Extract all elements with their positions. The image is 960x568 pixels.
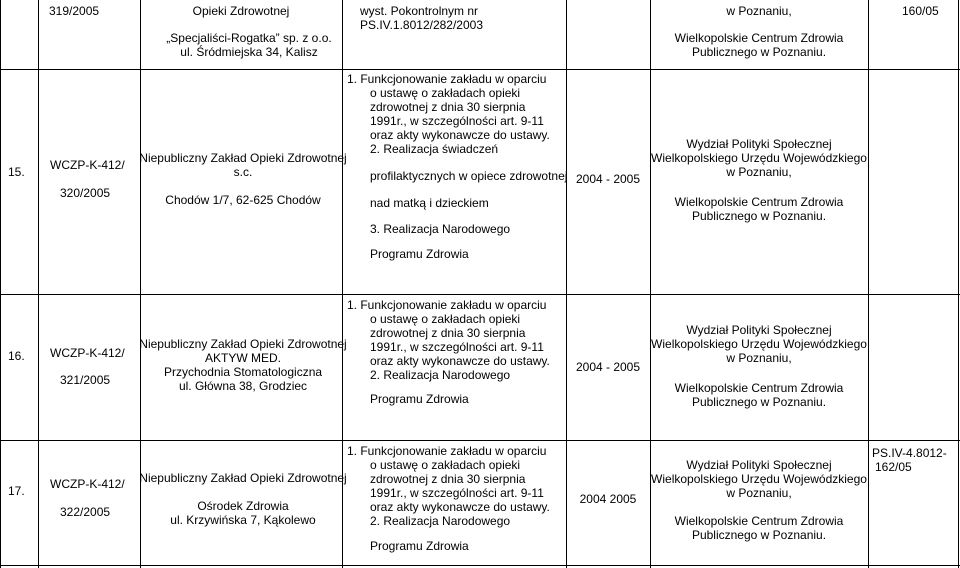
- authority-line: Publicznego w Poznaniu.: [691, 395, 827, 409]
- register-number: 320/2005: [60, 186, 111, 200]
- period: 2004 - 2005: [575, 172, 641, 186]
- scope-line: 1991r., w szczególności art. 9-11: [370, 114, 544, 128]
- grid-line: [0, 294, 960, 295]
- grid-line: [0, 69, 960, 70]
- authority-line: Wydział Polityki Społecznej: [686, 458, 832, 472]
- entity-line: Chodów 1/7, 62-625 Chodów: [165, 193, 321, 207]
- scope-line: 1. Funkcjonowanie zakładu w oparciu: [347, 298, 547, 312]
- scope-line: profilaktycznych w opiece zdrowotnej: [370, 169, 568, 183]
- authority-line: Publicznego w Poznaniu.: [691, 45, 827, 59]
- scope-line: zdrowotnej z dnia 30 sierpnia: [370, 100, 526, 114]
- scope-line: 2. Realizacja Narodowego: [370, 514, 511, 528]
- authority-line: Wielkopolskiego Urzędu Wojewódzkiego: [651, 337, 867, 351]
- period: 2004 - 2005: [575, 360, 641, 374]
- authority-line: w Poznaniu,: [726, 165, 792, 179]
- authority-line: Wydział Polityki Społecznej: [686, 137, 832, 151]
- register-number: WCZP-K-412/: [50, 477, 125, 491]
- scope-line: o ustawę o zakładach opieki: [370, 458, 521, 472]
- reference-number: PS.IV-4.8012-: [872, 446, 947, 460]
- entity-line: s.c.: [233, 165, 253, 179]
- scope-line: 2. Realizacja Narodowego: [370, 368, 511, 382]
- register-number: WCZP-K-412/: [50, 346, 125, 360]
- entity-line: Niepubliczny Zakład Opieki Zdrowotnej: [139, 337, 347, 351]
- scope-line: o ustawę o zakładach opieki: [370, 312, 521, 326]
- register-number: 322/2005: [60, 505, 111, 519]
- grid-line: [958, 0, 959, 568]
- doc-number: 319/2005: [49, 4, 100, 18]
- scope-line: o ustawę o zakładach opieki: [370, 86, 521, 100]
- authority-line: w Poznaniu,: [726, 4, 792, 18]
- authority-line: Wielkopolskie Centrum Zdrowia: [674, 195, 844, 209]
- authority-line: Wielkopolskie Centrum Zdrowia: [674, 381, 844, 395]
- authority-line: w Poznaniu,: [726, 351, 792, 365]
- scope-line: 2. Realizacja świadczeń: [370, 142, 499, 156]
- entity-line: Opieki Zdrowotnej: [192, 4, 290, 18]
- authority-line: Wielkopolskiego Urzędu Wojewódzkiego: [651, 472, 867, 486]
- scope-line: 3. Realizacja Narodowego: [370, 222, 511, 236]
- period: 2004 2005: [579, 492, 637, 506]
- scope-line: Programu Zdrowia: [370, 247, 469, 261]
- grid-line: [38, 0, 39, 568]
- authority-line: w Poznaniu,: [726, 486, 792, 500]
- scope-line: 1991r., w szczególności art. 9-11: [370, 486, 544, 500]
- scope-line: oraz akty wykonawcze do ustawy.: [370, 354, 550, 368]
- scope-line: PS.IV.1.8012/282/2003: [360, 18, 483, 32]
- scope-line: oraz akty wykonawcze do ustawy.: [370, 500, 550, 514]
- row-number: 15.: [8, 165, 25, 179]
- reference-number: 162/05: [875, 460, 912, 474]
- authority-line: Wielkopolskie Centrum Zdrowia: [674, 31, 844, 45]
- reference-number: 160/05: [902, 4, 939, 18]
- scope-line: Programu Zdrowia: [370, 539, 469, 553]
- authority-line: Wielkopolskie Centrum Zdrowia: [674, 514, 844, 528]
- scope-line: 1. Funkcjonowanie zakładu w oparciu: [347, 444, 547, 458]
- authority-line: Publicznego w Poznaniu.: [691, 528, 827, 542]
- register-number: WCZP-K-412/: [50, 158, 125, 172]
- scope-line: 1. Funkcjonowanie zakładu w oparciu: [347, 72, 547, 86]
- scope-line: wyst. Pokontrolnym nr: [360, 4, 479, 18]
- entity-line: ul. Śródmiejska 34, Kalisz: [180, 45, 318, 59]
- grid-line: [0, 440, 960, 441]
- grid-line: [868, 0, 869, 568]
- entity-line: Przychodnia Stomatologiczna: [163, 365, 323, 379]
- entity-line: Ośrodek Zdrowia: [197, 499, 289, 513]
- register-number: 321/2005: [60, 373, 111, 387]
- entity-line: Niepubliczny Zakład Opieki Zdrowotnej: [139, 151, 347, 165]
- row-number: 17.: [8, 484, 25, 498]
- grid-line: [0, 0, 1, 568]
- authority-line: Wydział Polityki Społecznej: [686, 323, 832, 337]
- row-number: 16.: [8, 349, 25, 363]
- scope-line: nad matką i dzieckiem: [370, 196, 489, 210]
- entity-line: AKTYW MED.: [204, 351, 282, 365]
- authority-line: Publicznego w Poznaniu.: [691, 209, 827, 223]
- scope-line: Programu Zdrowia: [370, 392, 469, 406]
- authority-line: Wielkopolskiego Urzędu Wojewódzkiego: [651, 151, 867, 165]
- entity-line: ul. Krzywińska 7, Kąkolewo: [170, 513, 316, 527]
- entity-line: Niepubliczny Zakład Opieki Zdrowotnej: [139, 471, 347, 485]
- scope-line: oraz akty wykonawcze do ustawy.: [370, 128, 550, 142]
- grid-line: [566, 0, 567, 568]
- grid-line: [0, 565, 960, 566]
- entity-line: ul. Główna 38, Grodziec: [178, 379, 308, 393]
- scope-line: zdrowotnej z dnia 30 sierpnia: [370, 472, 526, 486]
- entity-line: „Specjaliści-Rogatka” sp. z o.o.: [166, 31, 332, 45]
- scope-line: 1991r., w szczególności art. 9-11: [370, 340, 544, 354]
- scope-line: zdrowotnej z dnia 30 sierpnia: [370, 326, 526, 340]
